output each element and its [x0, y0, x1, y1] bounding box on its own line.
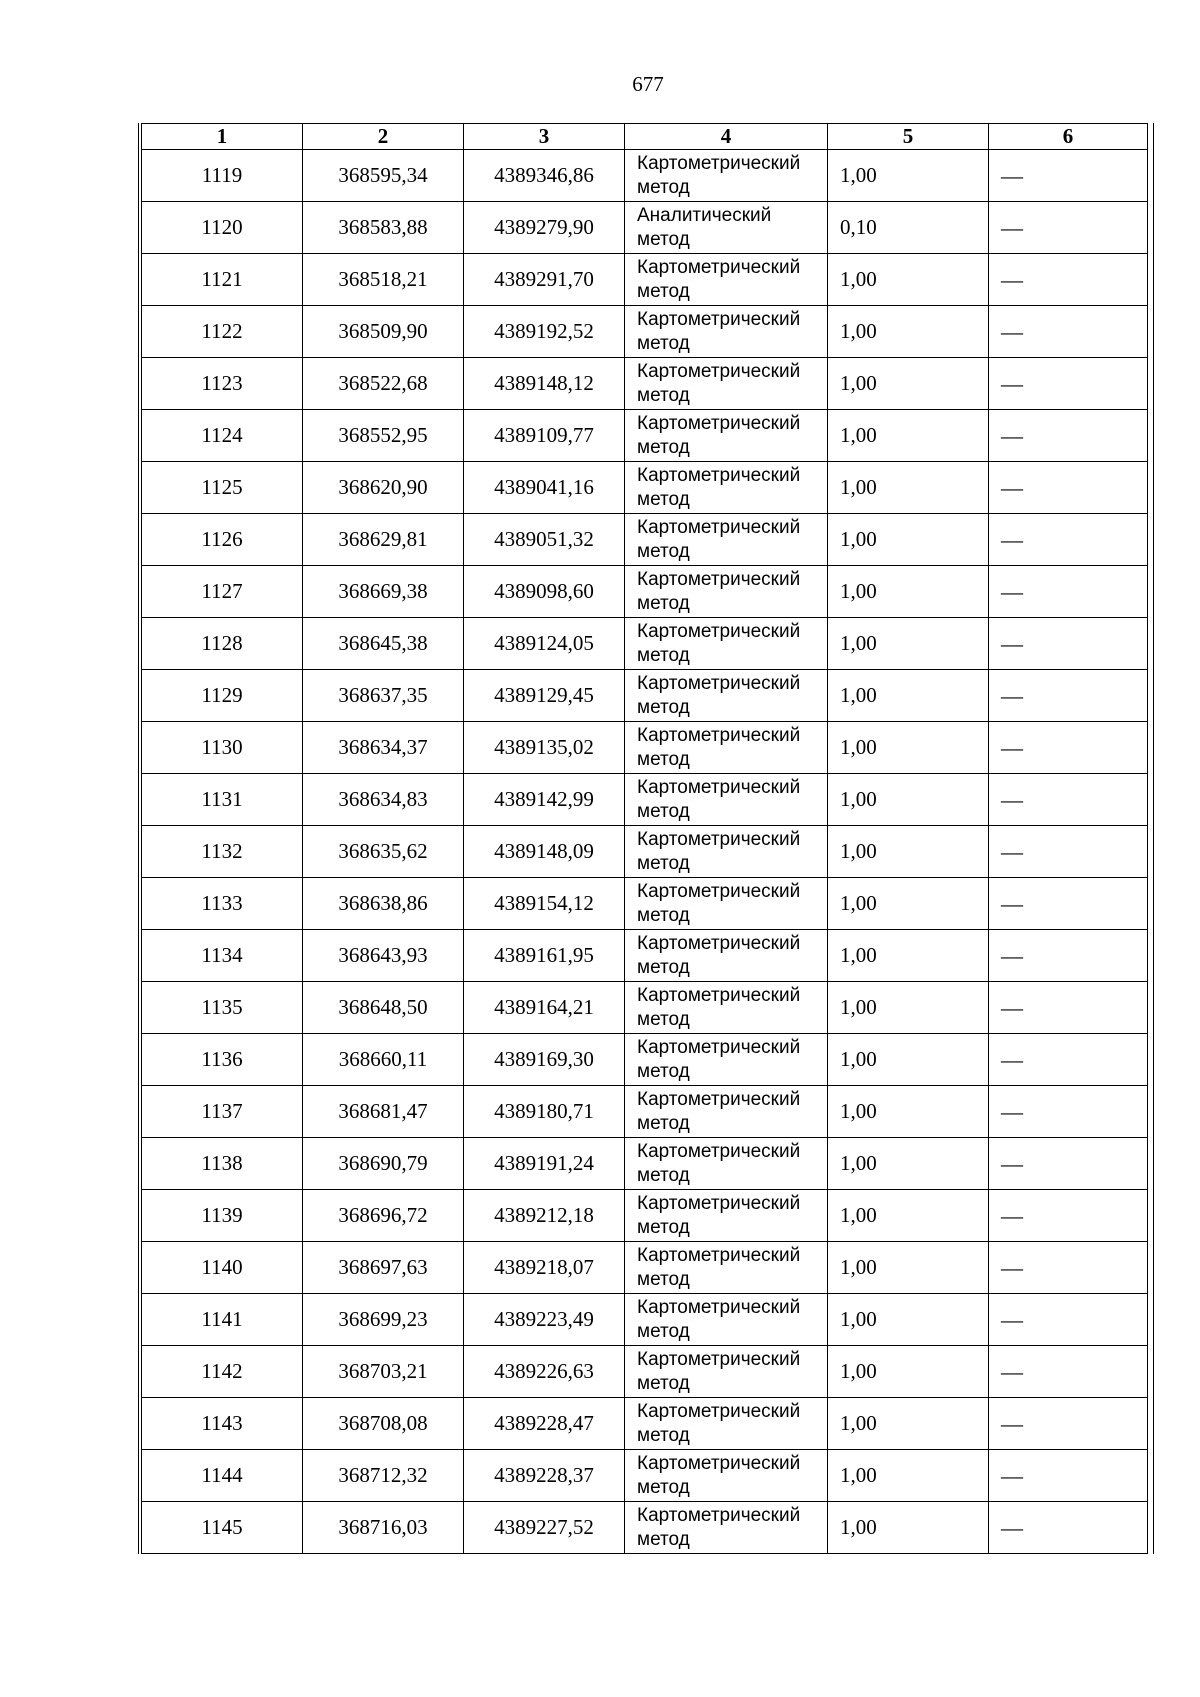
table-row: [142, 1034, 1148, 1086]
x-coordinate-cell: 368643,93: [303, 930, 464, 982]
note-cell: —: [989, 1242, 1148, 1294]
accuracy-cell: 1,00: [828, 306, 989, 358]
table-row: [142, 410, 1148, 462]
method-line-2: метод: [637, 1008, 690, 1030]
table-row: [142, 1190, 1148, 1242]
accuracy-cell: 1,00: [828, 150, 989, 202]
point-number-cell: 1142: [142, 1346, 303, 1398]
method-line-1: Картометрический: [637, 724, 801, 746]
accuracy-cell: 1,00: [828, 722, 989, 774]
method-cell: [625, 566, 828, 618]
y-coordinate-cell: 4389148,12: [464, 358, 625, 410]
accuracy-cell: 1,00: [828, 1190, 989, 1242]
note-cell: —: [989, 1294, 1148, 1346]
method-line-2: метод: [637, 436, 690, 458]
table-row: [142, 254, 1148, 306]
method-cell: [625, 1450, 828, 1502]
note-cell: —: [989, 618, 1148, 670]
point-number-cell: 1119: [142, 150, 303, 202]
accuracy-cell: 0,10: [828, 202, 989, 254]
method-cell: [625, 618, 828, 670]
point-number-cell: 1123: [142, 358, 303, 410]
note-cell: —: [989, 878, 1148, 930]
accuracy-cell: 1,00: [828, 670, 989, 722]
method-line-1: Картометрический: [637, 412, 801, 434]
x-coordinate-cell: 368620,90: [303, 462, 464, 514]
page-number: 677: [632, 72, 664, 96]
method-cell: [625, 462, 828, 514]
accuracy-cell: 1,00: [828, 982, 989, 1034]
y-coordinate-cell: 4389191,24: [464, 1138, 625, 1190]
note-cell: —: [989, 982, 1148, 1034]
method-line-1: Картометрический: [637, 880, 801, 902]
method-cell: [625, 150, 828, 202]
method-line-1: Картометрический: [637, 1192, 801, 1214]
y-coordinate-cell: 4389098,60: [464, 566, 625, 618]
note-cell: —: [989, 722, 1148, 774]
note-cell: —: [989, 1034, 1148, 1086]
accuracy-cell: 1,00: [828, 462, 989, 514]
note-cell: —: [989, 254, 1148, 306]
note-cell: —: [989, 566, 1148, 618]
column-header-4: 4: [625, 124, 828, 150]
method-line-2: метод: [637, 540, 690, 562]
y-coordinate-cell: 4389129,45: [464, 670, 625, 722]
x-coordinate-cell: 368509,90: [303, 306, 464, 358]
method-line-2: метод: [637, 1060, 690, 1082]
method-line-2: метод: [637, 1528, 690, 1550]
point-number-cell: 1136: [142, 1034, 303, 1086]
x-coordinate-cell: 368629,81: [303, 514, 464, 566]
accuracy-cell: 1,00: [828, 1502, 989, 1554]
accuracy-cell: 1,00: [828, 930, 989, 982]
method-cell: [625, 254, 828, 306]
note-cell: —: [989, 1502, 1148, 1554]
accuracy-cell: 1,00: [828, 774, 989, 826]
note-cell: —: [989, 1346, 1148, 1398]
x-coordinate-cell: 368583,88: [303, 202, 464, 254]
point-number-cell: 1126: [142, 514, 303, 566]
x-coordinate-cell: 368681,47: [303, 1086, 464, 1138]
method-line-2: метод: [637, 1372, 690, 1394]
method-line-2: метод: [637, 956, 690, 978]
note-cell: —: [989, 1190, 1148, 1242]
method-cell: [625, 1190, 828, 1242]
point-number-cell: 1120: [142, 202, 303, 254]
method-line-2: метод: [637, 1268, 690, 1290]
y-coordinate-cell: 4389161,95: [464, 930, 625, 982]
table-header-row: [142, 124, 1148, 150]
method-line-2: метод: [637, 176, 690, 198]
table-row: [142, 618, 1148, 670]
y-coordinate-cell: 4389226,63: [464, 1346, 625, 1398]
method-line-1: Картометрический: [637, 568, 801, 590]
table-row: [142, 930, 1148, 982]
method-cell: [625, 826, 828, 878]
accuracy-cell: 1,00: [828, 826, 989, 878]
method-line-2: метод: [637, 1164, 690, 1186]
x-coordinate-cell: 368716,03: [303, 1502, 464, 1554]
y-coordinate-cell: 4389279,90: [464, 202, 625, 254]
x-coordinate-cell: 368637,35: [303, 670, 464, 722]
table-row: [142, 878, 1148, 930]
point-number-cell: 1145: [142, 1502, 303, 1554]
y-coordinate-cell: 4389346,86: [464, 150, 625, 202]
accuracy-cell: 1,00: [828, 1086, 989, 1138]
method-cell: [625, 774, 828, 826]
column-header-1: 1: [142, 124, 303, 150]
method-line-1: Картометрический: [637, 464, 801, 486]
note-cell: —: [989, 826, 1148, 878]
y-coordinate-cell: 4389218,07: [464, 1242, 625, 1294]
method-line-2: метод: [637, 384, 690, 406]
table-row: [142, 566, 1148, 618]
y-coordinate-cell: 4389124,05: [464, 618, 625, 670]
method-line-1: Картометрический: [637, 828, 801, 850]
table-row: [142, 306, 1148, 358]
x-coordinate-cell: 368522,68: [303, 358, 464, 410]
method-cell: [625, 514, 828, 566]
point-number-cell: 1124: [142, 410, 303, 462]
method-cell: [625, 1034, 828, 1086]
accuracy-cell: 1,00: [828, 566, 989, 618]
point-number-cell: 1135: [142, 982, 303, 1034]
y-coordinate-cell: 4389148,09: [464, 826, 625, 878]
method-cell: [625, 1294, 828, 1346]
point-number-cell: 1122: [142, 306, 303, 358]
method-line-1: Картометрический: [637, 152, 801, 174]
table-body: [142, 150, 1148, 1554]
accuracy-cell: 1,00: [828, 514, 989, 566]
method-cell: [625, 1502, 828, 1554]
y-coordinate-cell: 4389192,52: [464, 306, 625, 358]
note-cell: —: [989, 670, 1148, 722]
method-line-2: метод: [637, 1476, 690, 1498]
y-coordinate-cell: 4389169,30: [464, 1034, 625, 1086]
x-coordinate-cell: 368697,63: [303, 1242, 464, 1294]
accuracy-cell: 1,00: [828, 1138, 989, 1190]
x-coordinate-cell: 368638,86: [303, 878, 464, 930]
method-cell: [625, 202, 828, 254]
x-coordinate-cell: 368669,38: [303, 566, 464, 618]
method-line-1: Картометрический: [637, 984, 801, 1006]
point-number-cell: 1144: [142, 1450, 303, 1502]
x-coordinate-cell: 368634,83: [303, 774, 464, 826]
note-cell: —: [989, 930, 1148, 982]
method-line-2: метод: [637, 592, 690, 614]
method-cell: [625, 1346, 828, 1398]
x-coordinate-cell: 368595,34: [303, 150, 464, 202]
method-line-2: метод: [637, 488, 690, 510]
x-coordinate-cell: 368518,21: [303, 254, 464, 306]
method-cell: [625, 930, 828, 982]
y-coordinate-cell: 4389051,32: [464, 514, 625, 566]
method-line-2: метод: [637, 696, 690, 718]
method-line-2: метод: [637, 748, 690, 770]
table-row: [142, 462, 1148, 514]
method-line-1: Картометрический: [637, 932, 801, 954]
point-number-cell: 1129: [142, 670, 303, 722]
accuracy-cell: 1,00: [828, 618, 989, 670]
method-line-1: Картометрический: [637, 1504, 801, 1526]
method-line-1: Картометрический: [637, 1140, 801, 1162]
table-row: [142, 1138, 1148, 1190]
table-row: [142, 202, 1148, 254]
method-line-2: метод: [637, 332, 690, 354]
x-coordinate-cell: 368660,11: [303, 1034, 464, 1086]
method-cell: [625, 1138, 828, 1190]
point-number-cell: 1133: [142, 878, 303, 930]
method-line-1: Картометрический: [637, 1296, 801, 1318]
note-cell: —: [989, 410, 1148, 462]
method-line-2: метод: [637, 1424, 690, 1446]
table-row: [142, 1502, 1148, 1554]
table-row: [142, 1294, 1148, 1346]
y-coordinate-cell: 4389291,70: [464, 254, 625, 306]
method-line-1: Картометрический: [637, 1036, 801, 1058]
table-row: [142, 1242, 1148, 1294]
y-coordinate-cell: 4389164,21: [464, 982, 625, 1034]
y-coordinate-cell: 4389041,16: [464, 462, 625, 514]
point-number-cell: 1125: [142, 462, 303, 514]
table-row: [142, 1086, 1148, 1138]
x-coordinate-cell: 368708,08: [303, 1398, 464, 1450]
coordinates-table-frame: [138, 123, 1154, 1554]
point-number-cell: 1140: [142, 1242, 303, 1294]
method-line-2: метод: [637, 904, 690, 926]
x-coordinate-cell: 368552,95: [303, 410, 464, 462]
x-coordinate-cell: 368648,50: [303, 982, 464, 1034]
method-line-2: метод: [637, 852, 690, 874]
table-row: [142, 774, 1148, 826]
accuracy-cell: 1,00: [828, 878, 989, 930]
method-line-1: Картометрический: [637, 1348, 801, 1370]
table-row: [142, 514, 1148, 566]
x-coordinate-cell: 368645,38: [303, 618, 464, 670]
point-number-cell: 1128: [142, 618, 303, 670]
y-coordinate-cell: 4389212,18: [464, 1190, 625, 1242]
note-cell: —: [989, 1398, 1148, 1450]
y-coordinate-cell: 4389227,52: [464, 1502, 625, 1554]
accuracy-cell: 1,00: [828, 410, 989, 462]
method-line-2: метод: [637, 644, 690, 666]
note-cell: —: [989, 358, 1148, 410]
table-row: [142, 1450, 1148, 1502]
table-row: [142, 1398, 1148, 1450]
coordinates-table: [141, 123, 1148, 1554]
method-line-2: метод: [637, 1320, 690, 1342]
accuracy-cell: 1,00: [828, 1034, 989, 1086]
note-cell: —: [989, 202, 1148, 254]
method-line-1: Картометрический: [637, 1244, 801, 1266]
accuracy-cell: 1,00: [828, 1294, 989, 1346]
x-coordinate-cell: 368712,32: [303, 1450, 464, 1502]
accuracy-cell: 1,00: [828, 1398, 989, 1450]
column-header-6: 6: [989, 124, 1148, 150]
method-line-1: Картометрический: [637, 516, 801, 538]
y-coordinate-cell: 4389228,47: [464, 1398, 625, 1450]
column-header-3: 3: [464, 124, 625, 150]
method-cell: [625, 410, 828, 462]
accuracy-cell: 1,00: [828, 1450, 989, 1502]
method-line-1: Картометрический: [637, 360, 801, 382]
point-number-cell: 1130: [142, 722, 303, 774]
y-coordinate-cell: 4389135,02: [464, 722, 625, 774]
x-coordinate-cell: 368635,62: [303, 826, 464, 878]
table-row: [142, 826, 1148, 878]
x-coordinate-cell: 368699,23: [303, 1294, 464, 1346]
method-line-2: метод: [637, 1216, 690, 1238]
column-header-2: 2: [303, 124, 464, 150]
y-coordinate-cell: 4389154,12: [464, 878, 625, 930]
point-number-cell: 1143: [142, 1398, 303, 1450]
method-line-1: Аналитический: [637, 204, 772, 226]
method-line-1: Картометрический: [637, 1400, 801, 1422]
method-line-2: метод: [637, 1112, 690, 1134]
x-coordinate-cell: 368703,21: [303, 1346, 464, 1398]
point-number-cell: 1132: [142, 826, 303, 878]
accuracy-cell: 1,00: [828, 1346, 989, 1398]
method-line-1: Картометрический: [637, 308, 801, 330]
method-cell: [625, 722, 828, 774]
point-number-cell: 1121: [142, 254, 303, 306]
note-cell: —: [989, 514, 1148, 566]
point-number-cell: 1139: [142, 1190, 303, 1242]
table-row: [142, 150, 1148, 202]
y-coordinate-cell: 4389228,37: [464, 1450, 625, 1502]
point-number-cell: 1134: [142, 930, 303, 982]
note-cell: —: [989, 462, 1148, 514]
column-header-5: 5: [828, 124, 989, 150]
note-cell: —: [989, 1450, 1148, 1502]
point-number-cell: 1138: [142, 1138, 303, 1190]
table-row: [142, 982, 1148, 1034]
x-coordinate-cell: 368690,79: [303, 1138, 464, 1190]
y-coordinate-cell: 4389142,99: [464, 774, 625, 826]
method-cell: [625, 1242, 828, 1294]
method-cell: [625, 1086, 828, 1138]
method-line-1: Картометрический: [637, 1088, 801, 1110]
note-cell: —: [989, 774, 1148, 826]
point-number-cell: 1131: [142, 774, 303, 826]
method-cell: [625, 878, 828, 930]
method-cell: [625, 670, 828, 722]
method-cell: [625, 982, 828, 1034]
y-coordinate-cell: 4389109,77: [464, 410, 625, 462]
accuracy-cell: 1,00: [828, 254, 989, 306]
method-line-1: Картометрический: [637, 776, 801, 798]
note-cell: —: [989, 306, 1148, 358]
table-row: [142, 670, 1148, 722]
point-number-cell: 1137: [142, 1086, 303, 1138]
method-cell: [625, 1398, 828, 1450]
y-coordinate-cell: 4389223,49: [464, 1294, 625, 1346]
note-cell: —: [989, 1138, 1148, 1190]
table-row: [142, 1346, 1148, 1398]
method-line-2: метод: [637, 228, 690, 250]
x-coordinate-cell: 368696,72: [303, 1190, 464, 1242]
point-number-cell: 1141: [142, 1294, 303, 1346]
x-coordinate-cell: 368634,37: [303, 722, 464, 774]
accuracy-cell: 1,00: [828, 358, 989, 410]
method-line-1: Картометрический: [637, 256, 801, 278]
method-cell: [625, 358, 828, 410]
method-line-2: метод: [637, 800, 690, 822]
method-line-2: метод: [637, 280, 690, 302]
accuracy-cell: 1,00: [828, 1242, 989, 1294]
point-number-cell: 1127: [142, 566, 303, 618]
method-line-1: Картометрический: [637, 672, 801, 694]
method-line-1: Картометрический: [637, 620, 801, 642]
method-cell: [625, 306, 828, 358]
note-cell: —: [989, 150, 1148, 202]
y-coordinate-cell: 4389180,71: [464, 1086, 625, 1138]
table-row: [142, 722, 1148, 774]
note-cell: —: [989, 1086, 1148, 1138]
method-line-1: Картометрический: [637, 1452, 801, 1474]
table-row: [142, 358, 1148, 410]
